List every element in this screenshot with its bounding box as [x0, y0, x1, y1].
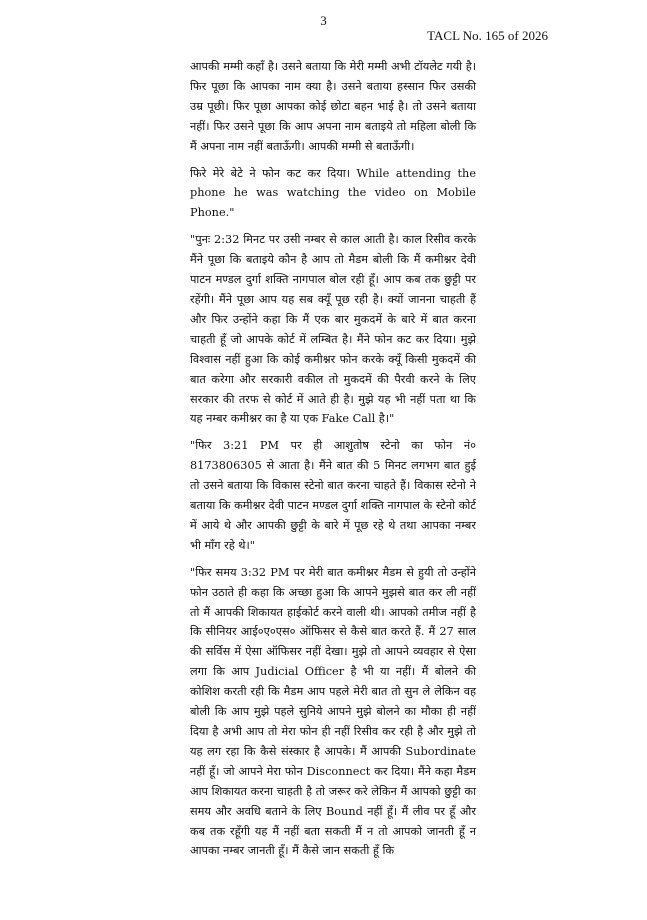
paragraph-3: "पुनः 2:32 मिनट पर उसी नम्बर से काल आती है। काल रिसीव करके मैंने पूछा कि बताइये कौन है आप तो मैडम बोली कि मैं कमीश्नर देवी पाटन मण्डल दुर्गा शक्ति नागपाल बोल रही हूँ। आप कब तक छुट्टी पर रहेंगी। मैंने पूछा आप यह सब क्यूँ पूछ रही है। क्यों जानना चाहती हैं और फिर उन्होंने कहा कि मैं एक बार मुकदमें के बारे में बात करना चाहती हूँ जो आपके कोर्ट में लम्बित है। मैंने फोन कट कर दिया। मुझे विश्वास नहीं हुआ कि कोई कमीश्नर फोन करके क्यूँ किसी मुकदमें की बात करेगा और सरकारी वकील तो मुकदमें की पैरवी करने के लिए सरकार की तरफ से कोर्ट में आते ही है। मुझे यह भी नहीं पता था कि यह नम्बर कमीश्नर का है या एक Fake Call है।" — [190, 233, 476, 426]
case-reference: TACL No. 165 of 2026 — [427, 28, 548, 43]
paragraph-5: "फिर समय 3:32 PM पर मेरी बात कमीश्नर मैडम से हुयी तो उन्होंने फोन उठाते ही कहा कि अच्छा हुआ कि आपने मुझसे बात कर ली नहीं तो मैं आपकी शिकायत हाईकोर्ट करने वाली थी। आपको तमीज नहीं है कि सीनियर आई०ए०एस० ऑफिसर से कैसे बात करते हैं. मैं 27 साल की सर्विस में ऐसा ऑफिसर नहीं देखा। मुझे तो आपने व्यवहार से ऐसा लगा कि आप Judicial Officer है भी या नहीं। मैं बोलने की कोशिश करती रही कि मैडम आप पहले मेरी बात तो सुन ले लेकिन वह बोली कि आप मुझे पहले सुनिये आपने मुझे बोलने का मौका ही नहीं दिया है अभी आप तो मेरा फोन ही नहीं रिसीव कर रही है और मुझे तो यह लग रहा कि कैसे संस्कार है आपके। मैं आपकी Subordinate नहीं हूँ। जो आपने मेरा फोन Disconnect कर दिया। मैंने कहा मैडम आप शिकायत करना चाहती है तो जरूर करे लेकिन मैं आपको छुट्टी का समय और अवधि बताने के लिए Bound नहीं हूँ। मैं लीव पर हूँ और कब तक रहूँगी यह मैं नहीं बता सकती मैं न तो आपको जानती हूँ न आपका नम्बर जानती हूँ। मैं कैसे जान सकती हूँ कि — [190, 565, 476, 858]
paragraph-1: आपकी मम्मी कहाँ है। उसने बताया कि मेरी मम्मी अभी टॉयलेट गयी है। फिर पूछा कि आपका नाम क्या है। उसने बताया हस्सान फिर उसकी उम्र पूछी। फिर पूछा आपका कोई छोटा बहन भाई है। तो उसने बताया नहीं। फिर उसने पूछा कि आप अपना नाम बताइये तो महिला बोली कि मैं अपना नाम नहीं बताऊँगी। आपकी मम्मी से बताऊँगी। — [190, 60, 476, 153]
document-body — [190, 57, 476, 868]
page-number: 3 — [320, 13, 327, 28]
paragraph-4: "फिर 3:21 PM पर ही आशुतोष स्टेनो का फोन नं० 8173806305 से आता है। मैंने बात की 5 मिनट लगभग बात हुई तो उसने बताया कि विकास स्टेनो बात करना चाहते हैं। विकास स्टेनो ने बताया कि कमीश्नर देवी पाटन मण्डल दुर्गा शक्ति नागपाल के स्टेनो कोर्ट में आये थे और आपकी छुट्टी के बारे में पूछ रहे थे तथा आपका नम्बर भी माँग रहे थे।" — [190, 439, 476, 552]
paragraph-2: फिरे मेरे बेटे ने फोन कट कर दिया। While attending the phone he was watching the video on Mobile Phone." — [190, 166, 476, 220]
